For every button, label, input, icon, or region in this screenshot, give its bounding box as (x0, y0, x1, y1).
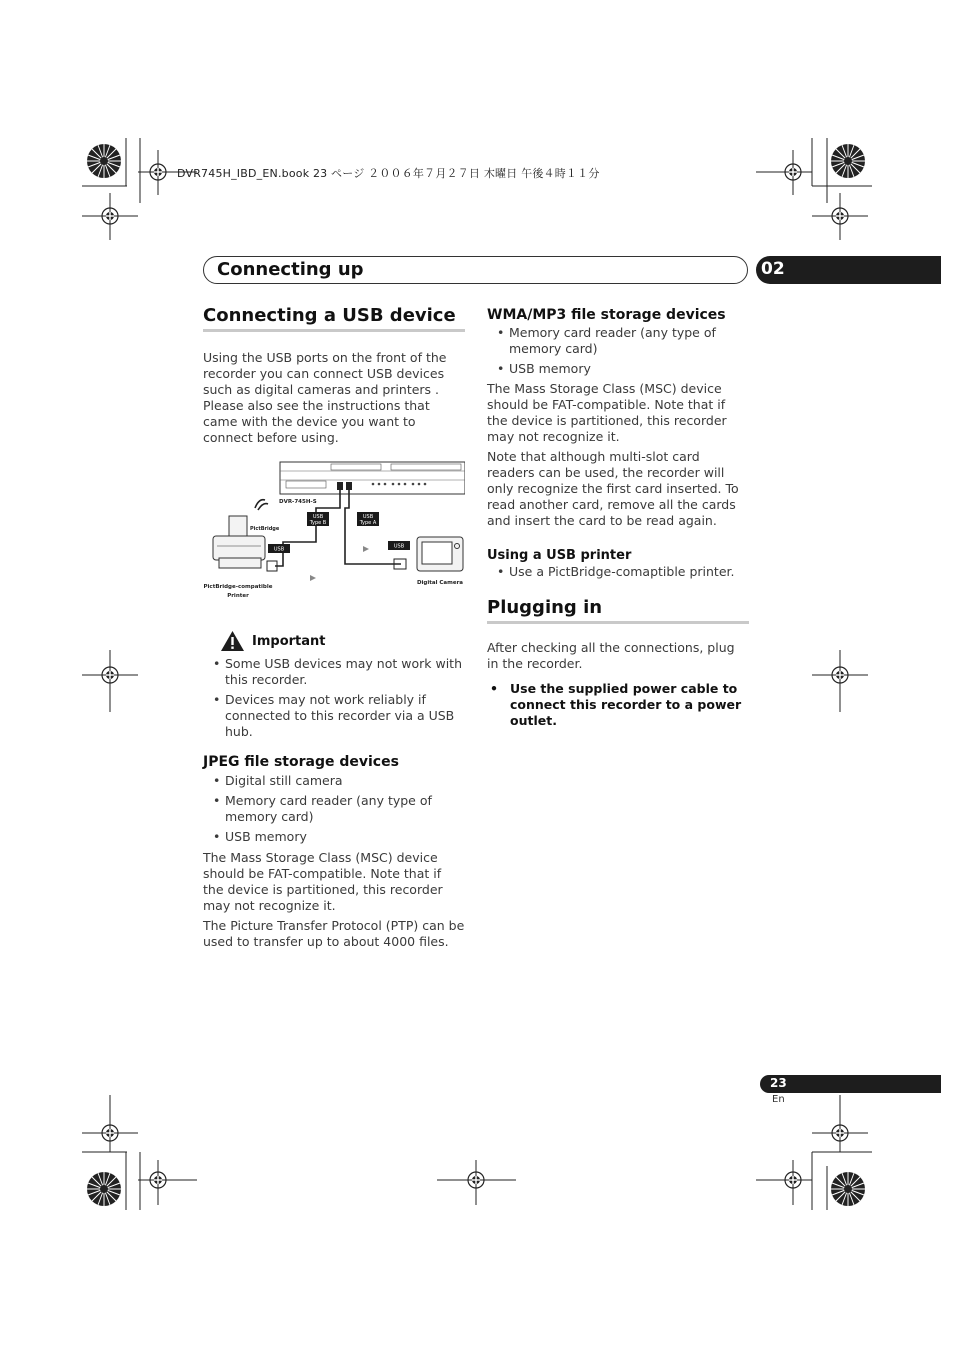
usb-connection-diagram (203, 460, 465, 610)
left-column (203, 305, 465, 950)
list-item: • USB memory (487, 361, 749, 377)
list-item: • Digital still camera (203, 773, 465, 789)
plugging-intro: After checking all the connections, plug in the recorder. (487, 640, 735, 671)
usb-type-a-line2: Type A (359, 520, 377, 526)
plugging-step (487, 681, 749, 729)
camera-illustration (417, 537, 463, 571)
print-header: DVR745H_IBD_EN.book 23 ページ ２００６年７月２７日 木曜日 午後４時１１分 (177, 167, 600, 180)
list-item: • Use a PictBridge-comaptible printer. (487, 564, 749, 580)
usb-printer-heading: Using a USB printer (487, 548, 632, 563)
jpeg-list (203, 773, 465, 845)
pictbridge-logo: PictBridge (250, 526, 280, 532)
wma-list (487, 325, 749, 377)
wma-heading: WMA/MP3 file storage devices (487, 307, 726, 323)
important-notice (203, 630, 465, 652)
list-item: • Memory card reader (any type of memory card) (203, 793, 465, 825)
right-column (487, 305, 749, 729)
list-item: • USB memory (203, 829, 465, 845)
usb-plug-camera: USB (393, 543, 405, 550)
page-language: En (772, 1094, 785, 1105)
chapter-title: Connecting up (217, 259, 364, 280)
wma-para-msc: The Mass Storage Class (MSC) device should be FAT-compatible. Note that if the device is partitioned, this recorder may not recognize it. (487, 381, 727, 444)
warning-icon (220, 630, 245, 652)
camera-label: Digital Camera (416, 580, 464, 586)
plugging-heading: Plugging in (487, 597, 749, 624)
recorder-illustration (280, 462, 465, 494)
important-label: Important (252, 633, 326, 649)
list-item: • Some USB devices may not work with this recorder. (203, 656, 465, 688)
wma-para-multislot: Note that although multi-slot card readers can be used, the recorder will only recognize the first card inserted. To read another card, remove all the cards and insert the card to be read again. (487, 449, 739, 528)
plugging-step-text: Use the supplied power cable to connect this recorder to a power outlet. (510, 681, 742, 728)
usb-intro: Using the USB ports on the front of the recorder you can connect USB devices such as digital cameras and printers . Please also see the instructions that came with the device you want to connect before using. (203, 350, 447, 445)
usb-type-a-line1: USB (362, 514, 374, 520)
usb-type-b-line2: Type B (309, 520, 327, 526)
usb-printer-list (487, 564, 749, 580)
printer-label-line1: PictBridge-compatible (203, 584, 273, 590)
step-bullet: • (490, 681, 498, 696)
page-number: 23 (760, 1075, 941, 1093)
printer-label-line2: Printer (227, 593, 249, 599)
list-item: • Devices may not work reliably if connected to this recorder via a USB hub. (203, 692, 465, 740)
important-list (203, 656, 465, 740)
jpeg-para-ptp: The Picture Transfer Protocol (PTP) can be used to transfer up to about 4000 files. (203, 918, 465, 949)
recorder-label: DVR-745H-S (279, 499, 317, 505)
chapter-number: 02 (756, 256, 941, 284)
usb-section-heading: Connecting a USB device (203, 305, 465, 332)
jpeg-heading: JPEG file storage devices (203, 754, 399, 770)
list-item: • Memory card reader (any type of memory card) (487, 325, 749, 357)
usb-type-b-line1: USB (312, 514, 324, 520)
usb-plug-printer: USB (273, 546, 285, 553)
printer-illustration (213, 516, 265, 568)
jpeg-para-msc: The Mass Storage Class (MSC) device should be FAT-compatible. Note that if the device is partitioned, this recorder may not recognize it. (203, 850, 443, 913)
